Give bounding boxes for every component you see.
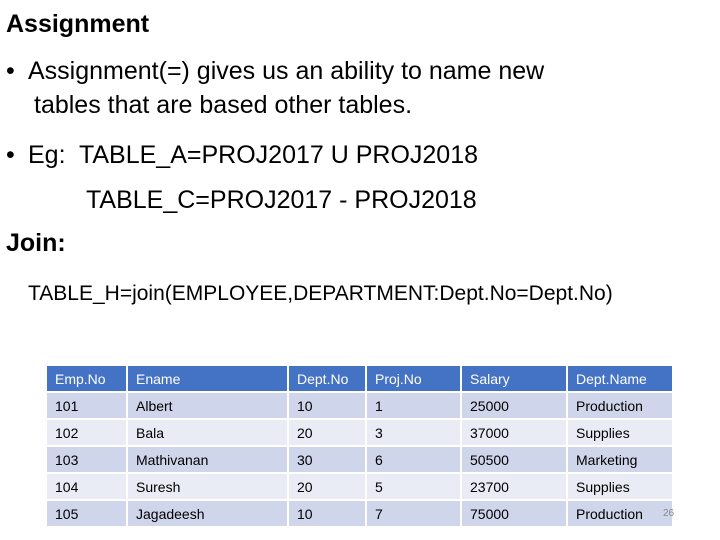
cell-ename: Bala [128, 420, 287, 445]
cell-salary: 25000 [462, 393, 566, 418]
header-dept-no: Dept.No [289, 366, 365, 391]
cell-dept-no: 20 [289, 474, 365, 499]
cell-salary: 37000 [462, 420, 566, 445]
cell-dept-name: Production [568, 501, 672, 526]
bullet-2-line-2: TABLE_C=PROJ2017 - PROJ2018 [86, 186, 477, 214]
header-dept-name: Dept.Name [568, 366, 672, 391]
header-ename: Ename [128, 366, 287, 391]
page-number: 26 [663, 508, 675, 519]
cell-emp-no: 102 [47, 420, 126, 445]
bullet-2-text-1: Eg: TABLE_A=PROJ2017 U PROJ2018 [28, 141, 479, 169]
join-heading: Join: [6, 229, 66, 257]
cell-dept-no: 30 [289, 447, 365, 472]
cell-ename: Suresh [128, 474, 287, 499]
table-row [47, 420, 672, 445]
cell-ename: Albert [128, 393, 287, 418]
cell-ename: Jagadeesh [128, 501, 287, 526]
table-row [47, 474, 672, 499]
table-row [47, 501, 672, 526]
cell-proj-no: 6 [367, 447, 460, 472]
cell-salary: 23700 [462, 474, 566, 499]
cell-emp-no: 104 [47, 474, 126, 499]
bullet-2-line-1 [6, 138, 478, 172]
table-header-row [47, 366, 672, 391]
join-expression: TABLE_H=join(EMPLOYEE,DEPARTMENT:Dept.No=Dept.No) [28, 282, 613, 305]
join-result-table [45, 364, 674, 528]
cell-salary: 50500 [462, 447, 566, 472]
cell-dept-name: Supplies [568, 474, 672, 499]
cell-proj-no: 1 [367, 393, 460, 418]
header-proj-no: Proj.No [367, 366, 460, 391]
cell-ename: Mathivanan [128, 447, 287, 472]
cell-dept-name: Production [568, 393, 672, 418]
cell-emp-no: 105 [47, 501, 126, 526]
cell-proj-no: 5 [367, 474, 460, 499]
table-row [47, 447, 672, 472]
bullet-1-line-1 [6, 54, 544, 88]
slide-title: Assignment [6, 10, 150, 38]
header-salary: Salary [462, 366, 566, 391]
table-row [47, 393, 672, 418]
bullet-1-text-1: Assignment(=) gives us an ability to name new [28, 57, 545, 85]
cell-emp-no: 101 [47, 393, 126, 418]
header-emp-no: Emp.No [47, 366, 126, 391]
cell-dept-name: Marketing [568, 447, 672, 472]
bullet-dot-icon: • [6, 141, 15, 169]
cell-dept-no: 10 [289, 501, 365, 526]
cell-dept-no: 20 [289, 420, 365, 445]
cell-salary: 75000 [462, 501, 566, 526]
cell-emp-no: 103 [47, 447, 126, 472]
cell-dept-no: 10 [289, 393, 365, 418]
bullet-1-line-2: tables that are based other tables. [34, 91, 413, 119]
cell-dept-name: Supplies [568, 420, 672, 445]
cell-proj-no: 3 [367, 420, 460, 445]
bullet-dot-icon: • [6, 57, 15, 85]
cell-proj-no: 7 [367, 501, 460, 526]
